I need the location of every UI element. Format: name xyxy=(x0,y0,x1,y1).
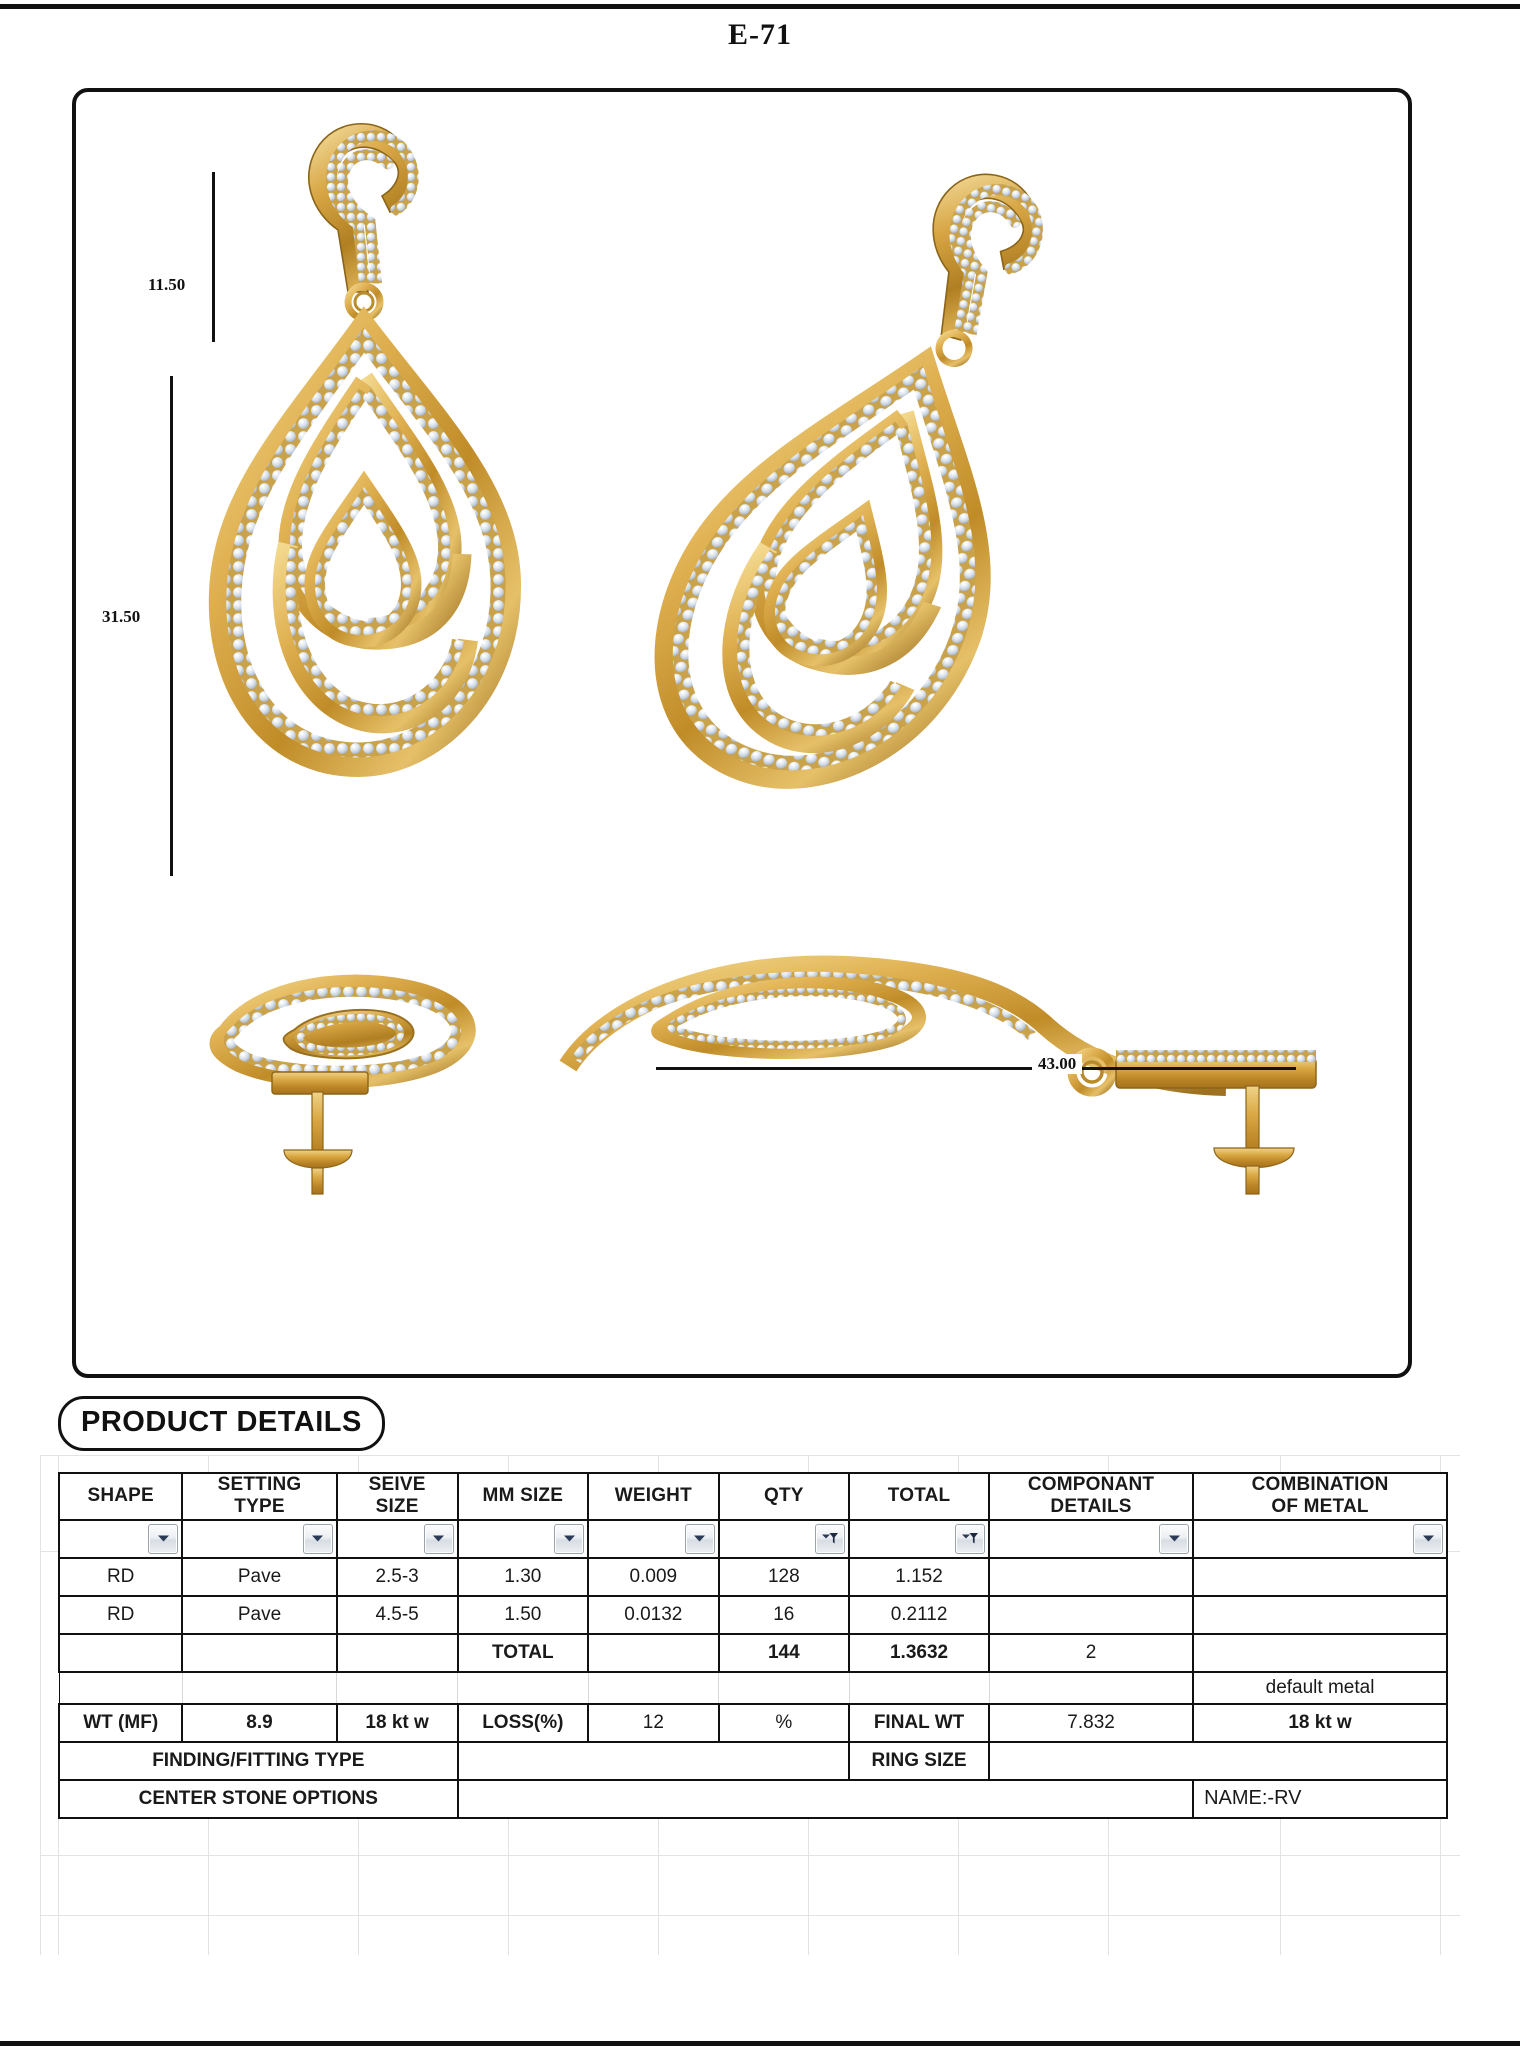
cell-mm-size: 1.30 xyxy=(458,1558,588,1596)
column-header-seive-size xyxy=(337,1473,458,1520)
side-post-tip xyxy=(312,1168,323,1194)
dimension-line-bail xyxy=(212,172,215,342)
cell-empty xyxy=(588,1672,718,1704)
cell-finding-fitting-label: FINDING/FITTING TYPE xyxy=(59,1742,458,1780)
cell-shape: RD xyxy=(59,1558,182,1596)
cell-combination-of-metal xyxy=(1193,1596,1447,1634)
cell-qty: 128 xyxy=(719,1558,849,1596)
header-line1: WEIGHT xyxy=(614,1485,692,1507)
profile-post-pave xyxy=(1116,1050,1316,1062)
cell-name-rv: NAME:-RV xyxy=(1193,1780,1447,1818)
cell-shape: RD xyxy=(59,1596,182,1634)
earring-front-view xyxy=(222,124,508,764)
profile-post-cup xyxy=(1214,1148,1294,1168)
column-header-mm-size xyxy=(458,1473,588,1520)
filter-cell-setting-type[interactable] xyxy=(182,1520,336,1558)
product-image-canvas xyxy=(76,92,1408,1374)
cell-combination-of-metal xyxy=(1193,1558,1447,1596)
column-header-weight xyxy=(588,1473,718,1520)
filter-dropdown-icon[interactable] xyxy=(424,1524,454,1554)
earring-angled-view xyxy=(622,118,1118,825)
table-filter-row xyxy=(59,1520,1447,1558)
filter-cell-mm-size[interactable] xyxy=(458,1520,588,1558)
cell-total-weight: 1.3632 xyxy=(849,1634,989,1672)
profile-post-plate xyxy=(1116,1058,1316,1088)
jump-ring-angled xyxy=(935,330,972,367)
cell-setting-type: Pave xyxy=(182,1558,336,1596)
cell-wt-metal: 18 kt w xyxy=(337,1704,458,1742)
cell-empty xyxy=(337,1634,458,1672)
side-post-plate xyxy=(272,1072,368,1094)
cell-center-stone-label: CENTER STONE OPTIONS xyxy=(59,1780,458,1818)
profile-post-tip xyxy=(1246,1166,1259,1194)
bottom-rule xyxy=(0,2041,1520,2046)
dimension-label-bail: 11.50 xyxy=(148,275,186,294)
cell-componant-details xyxy=(989,1596,1193,1634)
filter-active-icon[interactable] xyxy=(955,1524,985,1554)
cell-finding-fitting-value[interactable] xyxy=(458,1742,849,1780)
cell-total-qty: 144 xyxy=(719,1634,849,1672)
header-line2: SIZE xyxy=(375,1496,419,1518)
side-post-cup xyxy=(284,1150,352,1168)
cell-final-metal: 18 kt w xyxy=(1193,1704,1447,1742)
column-header-setting-type xyxy=(182,1473,336,1520)
cell-empty xyxy=(59,1634,182,1672)
cell-weight: 0.009 xyxy=(588,1558,718,1596)
filter-cell-combination-of-metal[interactable] xyxy=(1193,1520,1447,1558)
table-row xyxy=(59,1596,1447,1634)
column-header-shape xyxy=(59,1473,182,1520)
filter-cell-weight[interactable] xyxy=(588,1520,718,1558)
product-details-heading: PRODUCT DETAILS xyxy=(58,1396,385,1451)
earring-profile-view xyxy=(568,965,1316,1194)
header-line1: SHAPE xyxy=(87,1485,154,1507)
dimension-line-length xyxy=(656,1067,1296,1070)
cell-empty xyxy=(588,1634,718,1672)
cell-empty xyxy=(989,1672,1193,1704)
cell-empty xyxy=(719,1672,849,1704)
cell-setting-type: Pave xyxy=(182,1596,336,1634)
filter-cell-shape[interactable] xyxy=(59,1520,182,1558)
filter-dropdown-icon[interactable] xyxy=(554,1524,584,1554)
dimension-label-drop: 31.50 xyxy=(102,607,141,626)
cell-seive-size: 4.5-5 xyxy=(337,1596,458,1634)
cell-empty xyxy=(458,1672,588,1704)
product-image-frame xyxy=(72,88,1412,1378)
page-title: E-71 xyxy=(728,18,792,51)
header-line1: QTY xyxy=(763,1485,804,1507)
cell-empty xyxy=(1193,1634,1447,1672)
column-header-qty xyxy=(719,1473,849,1520)
table-header-row xyxy=(59,1473,1447,1520)
cell-total: 0.2112 xyxy=(849,1596,989,1634)
header-line1: COMBINATION xyxy=(1251,1474,1389,1495)
filter-cell-componant-details[interactable] xyxy=(989,1520,1193,1558)
header-line2: OF METAL xyxy=(1271,1496,1369,1518)
filter-cell-total[interactable] xyxy=(849,1520,989,1558)
earring-side-view-small xyxy=(218,983,467,1194)
header-line1: SEIVE xyxy=(368,1474,426,1495)
cell-componant-details xyxy=(989,1558,1193,1596)
header-line2: TYPE xyxy=(234,1496,285,1518)
dimension-line-drop xyxy=(170,376,173,876)
column-header-combination-of-metal xyxy=(1193,1473,1447,1520)
filter-active-icon[interactable] xyxy=(815,1524,845,1554)
cell-empty xyxy=(59,1672,182,1704)
cell-seive-size: 2.5-3 xyxy=(337,1558,458,1596)
filter-dropdown-icon[interactable] xyxy=(1413,1524,1443,1554)
cell-wt-mf-label: WT (MF) xyxy=(59,1704,182,1742)
table-finding-row xyxy=(59,1742,1447,1780)
cell-empty xyxy=(849,1672,989,1704)
cell-empty xyxy=(337,1672,458,1704)
cell-loss-value: 12 xyxy=(588,1704,718,1742)
table-default-metal-row xyxy=(59,1672,1447,1704)
top-rule xyxy=(0,4,1520,9)
cell-ring-size-label: RING SIZE xyxy=(849,1742,989,1780)
table-total-row xyxy=(59,1634,1447,1672)
table-weight-row xyxy=(59,1704,1447,1742)
cell-qty: 16 xyxy=(719,1596,849,1634)
jewelry-render-svg xyxy=(76,92,1408,1374)
cell-loss-unit: % xyxy=(719,1704,849,1742)
table-row xyxy=(59,1558,1447,1596)
filter-dropdown-icon[interactable] xyxy=(685,1524,715,1554)
cell-mm-size: 1.50 xyxy=(458,1596,588,1634)
header-line2: DETAILS xyxy=(1050,1496,1132,1518)
cell-empty xyxy=(182,1672,336,1704)
dimension-label-length: 43.00 xyxy=(1032,1054,1082,1074)
cell-loss-label: LOSS(%) xyxy=(458,1704,588,1742)
cell-default-metal-note: default metal xyxy=(1193,1672,1447,1704)
filter-cell-qty[interactable] xyxy=(719,1520,849,1558)
cell-ring-size-value[interactable] xyxy=(989,1742,1447,1780)
column-header-componant-details xyxy=(989,1473,1193,1520)
cell-empty xyxy=(182,1634,336,1672)
product-details-table xyxy=(58,1472,1448,1819)
cell-final-wt-label: FINAL WT xyxy=(849,1704,989,1742)
cell-wt-mf-value: 8.9 xyxy=(182,1704,336,1742)
filter-dropdown-icon[interactable] xyxy=(148,1524,178,1554)
cell-total-label: TOTAL xyxy=(458,1634,588,1672)
cell-total: 1.152 xyxy=(849,1558,989,1596)
column-header-total xyxy=(849,1473,989,1520)
cell-center-stone-value[interactable] xyxy=(458,1780,1193,1818)
cell-total-componant-details: 2 xyxy=(989,1634,1193,1672)
header-line1: COMPONANT xyxy=(1027,1474,1155,1495)
filter-cell-seive-size[interactable] xyxy=(337,1520,458,1558)
filter-dropdown-icon[interactable] xyxy=(1159,1524,1189,1554)
cell-final-wt-value: 7.832 xyxy=(989,1704,1193,1742)
cell-weight: 0.0132 xyxy=(588,1596,718,1634)
header-line1: MM SIZE xyxy=(482,1485,564,1507)
header-line1: TOTAL xyxy=(887,1485,951,1507)
filter-dropdown-icon[interactable] xyxy=(303,1524,333,1554)
header-line1: SETTING xyxy=(217,1474,302,1495)
table-center-stone-row xyxy=(59,1780,1447,1818)
